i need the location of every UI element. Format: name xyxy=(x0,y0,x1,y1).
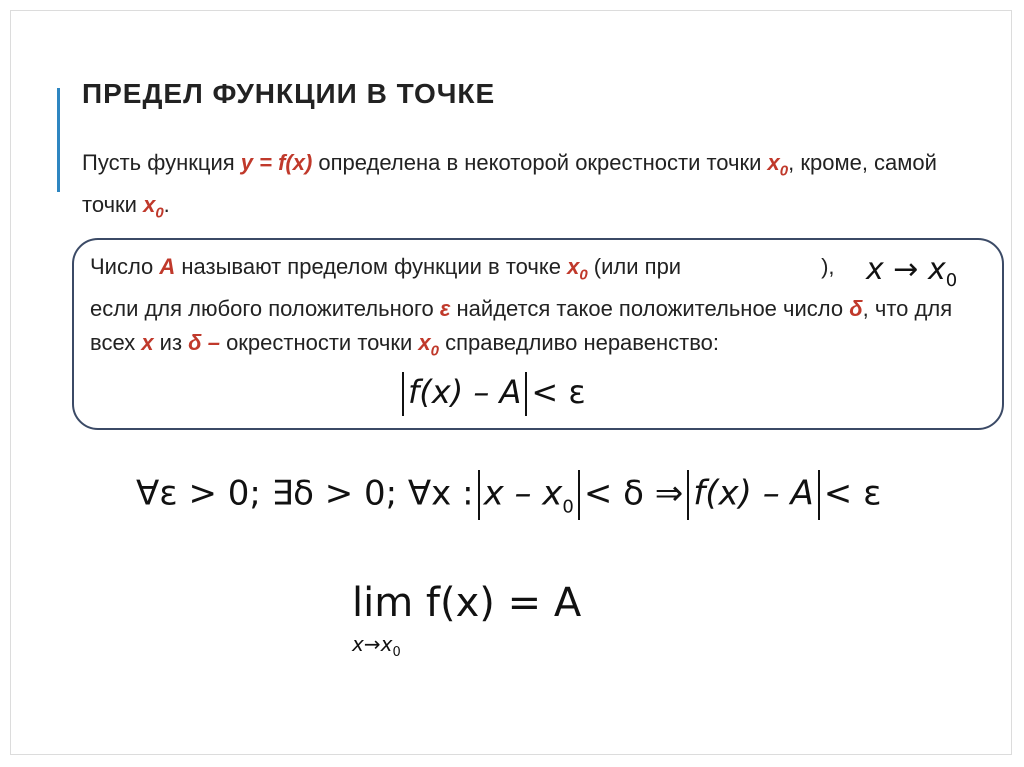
epsilon-delta-formula: ∀ε > 0; ∃δ > 0; ∀x : $x - x_0 < \delta$ ⇒ f(x) – A < ε xyxy=(136,470,881,520)
intro-text-2: определена в некоторой окрестности точки xyxy=(312,150,768,175)
def-point-x0-2: $x_0$ xyxy=(418,330,439,360)
limit-subscript: $x\to x_0$ xyxy=(352,632,401,660)
intro-point-x0-2: $x_0$ xyxy=(143,192,164,222)
intro-text-1: Пусть функция xyxy=(82,150,241,175)
abs-bar xyxy=(478,470,480,520)
abs-bar xyxy=(818,470,820,520)
title-accent-bar xyxy=(57,88,60,192)
intro-paragraph xyxy=(82,146,982,231)
abs-bar-right xyxy=(525,372,527,416)
limit-formula: lim f(x) = A xyxy=(352,580,582,626)
inequality-formula: f(x) – A < ε xyxy=(398,372,586,416)
page-title: ПРЕДЕЛ ФУНКЦИИ В ТОЧКЕ xyxy=(82,78,496,109)
abs-bar xyxy=(578,470,580,520)
intro-text-3: , кроме, самой точки xyxy=(82,150,937,218)
def-epsilon: ε xyxy=(439,296,451,322)
x-to-x0-formula: $x \to x_0$ xyxy=(866,252,958,291)
def-delta: δ xyxy=(849,296,863,322)
definition-text: Число A называют пределом функции в точке $x_0$ (или при ), если для любого положительного ε найдется такое положительное число δ, что для всех x из δ – окрестности точки $x_0$ справедливо неравенство: xyxy=(90,254,953,360)
abs-bar xyxy=(687,470,689,520)
intro-text-4: . xyxy=(163,192,170,218)
abs-bar-left xyxy=(402,372,404,416)
def-limit-A: A xyxy=(159,254,176,279)
def-delta-neighborhood: δ – xyxy=(188,330,220,356)
intro-point-x0: $x_0$ xyxy=(767,150,789,180)
intro-function: y = f(x) xyxy=(240,150,313,175)
def-x: x xyxy=(141,330,154,356)
def-point-x0: $x_0$ xyxy=(567,254,588,284)
